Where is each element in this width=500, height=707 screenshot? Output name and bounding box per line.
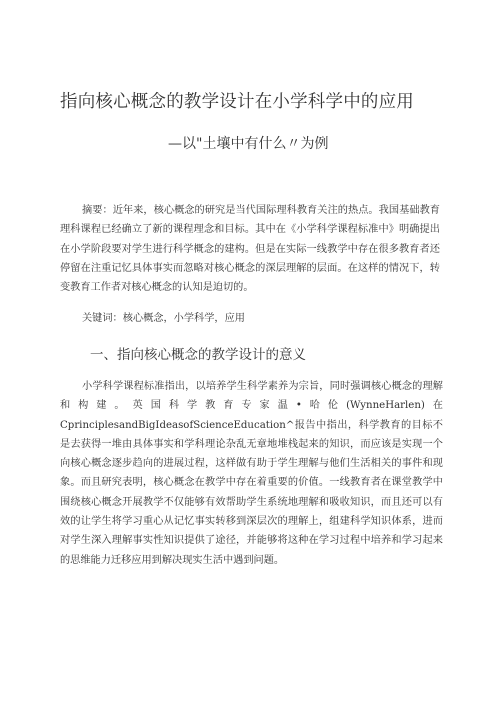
keywords-line: 关键词：核心概念，小学科学，应用 bbox=[82, 313, 245, 324]
abstract-paragraph: 摘要：近年来，核心概念的研究是当代国际理科教育关注的热点。我国基础教育理科课程已经确立了新的课程理念和目标。其中在《小学科学课程标准中》明确提出在小学阶段要对学生进行科学概念的建构。但是在实际一线教学中存在很多教育者还停留在注重记忆具体事实而忽略对核心概念的深层理解的层面。在这样的情况下，转变教育工作者对核心概念的认知是迫切的。 bbox=[60, 205, 440, 294]
section-heading: 一、指向核心概念的教学设计的意义 bbox=[90, 347, 306, 363]
body-paragraph: 小学科学课程标准指出，以培养学生科学素养为宗旨，同时强调核心概念的理解和构建。英国科学教育专家温•哈伦(WynneHarlen)在CprinciplesandBigIdeasofScienceEducation^报告中指出，科学教育的目标不是去获得一堆由具体事实和学科理论杂乱无章地堆栈起来的知识，而应该是实现一个向核心概念逐步趋向的进展过程，这样做有助于学生理解与他们生活相关的事件和现象。而且研究表明，核心概念在教学中存在着重要的价值。一线教育者在课堂教学中围绕核心概念开展教学不仅能够有效帮助学生系统地理解和吸收知识，而且还可以有效的让学生将学习重心从记忆事实转移到深层次的理解上，组建科学知识体系，进而对学生深入理解事实性知识提供了途径，并能够将这种在学习过程中培养和学习起来的思维能力迁移应用到解决现实生活中遇到问题。 bbox=[60, 381, 443, 566]
document-subtitle: —以"土壤中有什么〃为例 bbox=[168, 136, 329, 152]
document-title: 指向核心概念的教学设计在小学科学中的应用 bbox=[60, 92, 414, 112]
